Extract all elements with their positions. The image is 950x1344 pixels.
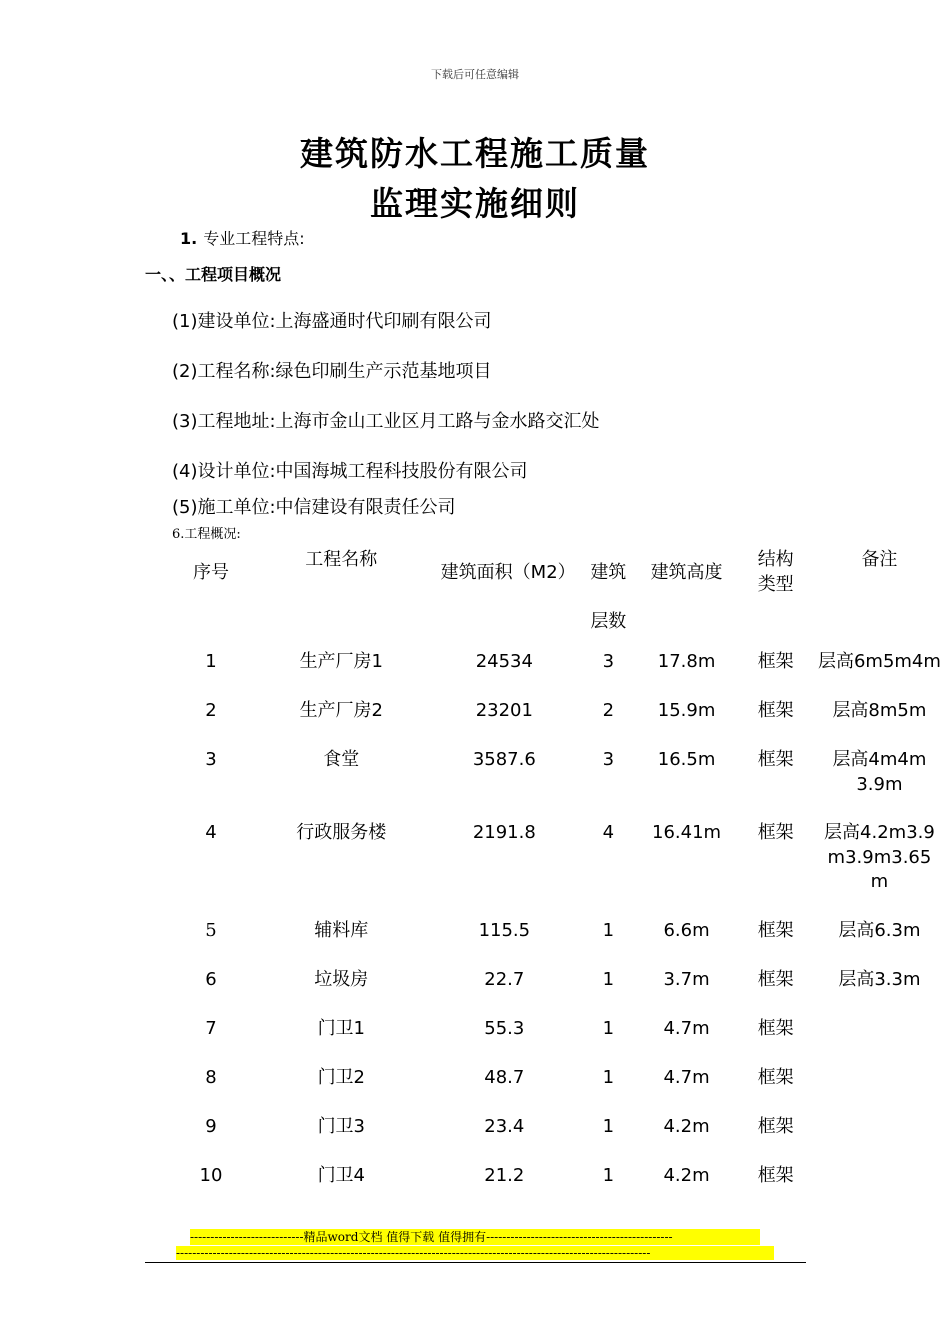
cell-floors: 1 bbox=[602, 1067, 615, 1088]
header-floors: 建筑层数 bbox=[590, 562, 627, 632]
header-height: 建筑高度 bbox=[650, 562, 723, 583]
cell-floors: 1 bbox=[602, 1018, 615, 1039]
cell-remark: 层高4m4m3.9m bbox=[832, 749, 927, 795]
cell-name: 门卫1 bbox=[317, 1018, 366, 1039]
cell-area: 2191.8 bbox=[472, 822, 536, 843]
cell-height: 4.7m bbox=[663, 1067, 710, 1088]
cell-name: 食堂 bbox=[323, 749, 360, 770]
cell-floors: 3 bbox=[602, 651, 615, 672]
cell-structure: 框架 bbox=[757, 822, 794, 843]
cell-height: 15.9m bbox=[657, 700, 716, 721]
header-structure: 结构类型 bbox=[757, 549, 794, 595]
table-row bbox=[162, 1013, 950, 1062]
section-number: 1. bbox=[180, 229, 198, 248]
cell-area: 55.3 bbox=[484, 1018, 525, 1039]
header-remark: 备注 bbox=[861, 549, 898, 570]
cell-floors: 1 bbox=[602, 1165, 615, 1186]
cell-seq: 7 bbox=[205, 1018, 217, 1039]
footer-banner: ----------------------------精品word文档 值得下载 值得拥有---------------------------------------------- bbox=[190, 1229, 760, 1245]
cell-remark: 层高4.2m3.9m3.9m3.65m bbox=[824, 822, 935, 892]
cell-name: 门卫3 bbox=[317, 1116, 366, 1137]
cell-height: 17.8m bbox=[657, 651, 716, 672]
cell-height: 6.6m bbox=[663, 920, 710, 941]
cell-remark bbox=[809, 1111, 950, 1160]
cell-remark: 层高6.3m bbox=[838, 920, 921, 941]
info-contractor: (5)施工单位:中信建设有限责任公司 bbox=[172, 497, 456, 518]
info-designer: (4)设计单位:中国海城工程科技股份有限公司 bbox=[172, 461, 528, 482]
header-note: 下载后可任意编辑 bbox=[431, 68, 519, 81]
cell-structure: 框架 bbox=[757, 920, 794, 941]
cell-height: 16.5m bbox=[657, 749, 716, 770]
cell-name: 门卫2 bbox=[317, 1067, 366, 1088]
cell-seq: 3 bbox=[205, 749, 217, 770]
cell-structure: 框架 bbox=[757, 749, 794, 770]
document-title-line2: 监理实施细则 bbox=[370, 184, 580, 223]
cell-seq: 6 bbox=[205, 969, 217, 990]
cell-area: 24534 bbox=[475, 651, 533, 672]
table-row bbox=[162, 817, 950, 915]
cell-height: 4.7m bbox=[663, 1018, 710, 1039]
header-seq: 序号 bbox=[192, 562, 229, 583]
cell-structure: 框架 bbox=[757, 1067, 794, 1088]
cell-structure: 框架 bbox=[757, 700, 794, 721]
cell-structure: 框架 bbox=[757, 1018, 794, 1039]
cell-structure: 框架 bbox=[757, 651, 794, 672]
info-project-name: (2)工程名称:绿色印刷生产示范基地项目 bbox=[172, 361, 492, 382]
cell-height: 16.41m bbox=[652, 822, 722, 843]
cell-structure: 框架 bbox=[757, 1116, 794, 1137]
table-row bbox=[162, 964, 950, 1013]
cell-remark bbox=[809, 1062, 950, 1111]
project-overview-table bbox=[162, 548, 950, 1209]
cell-floors: 1 bbox=[602, 1116, 615, 1137]
header-area: 建筑面积（M2） bbox=[440, 562, 576, 583]
header-name: 工程名称 bbox=[305, 549, 378, 570]
cell-remark bbox=[809, 1013, 950, 1062]
info-address: (3)工程地址:上海市金山工业区月工路与金水路交汇处 bbox=[172, 411, 600, 432]
cell-seq: 5 bbox=[205, 920, 217, 941]
cell-seq: 4 bbox=[205, 822, 217, 843]
footer-dashes: --------------------------------------------------------------------------------------------------------------------- bbox=[176, 1246, 774, 1260]
cell-area: 21.2 bbox=[484, 1165, 525, 1186]
cell-name: 生产厂房1 bbox=[299, 651, 384, 672]
cell-seq: 2 bbox=[205, 700, 217, 721]
cell-floors: 2 bbox=[602, 700, 615, 721]
cell-area: 23.4 bbox=[484, 1116, 525, 1137]
cell-name: 生产厂房2 bbox=[299, 700, 384, 721]
cell-remark: 层高3.3m bbox=[838, 969, 921, 990]
cell-area: 3587.6 bbox=[472, 749, 536, 770]
cell-name: 行政服务楼 bbox=[296, 822, 387, 843]
cell-seq: 10 bbox=[199, 1165, 223, 1186]
table-row bbox=[162, 744, 950, 817]
cell-area: 23201 bbox=[475, 700, 533, 721]
cell-area: 115.5 bbox=[478, 920, 531, 941]
section-heading-2: 一、、工程项目概况 bbox=[145, 265, 282, 284]
table-row bbox=[162, 1062, 950, 1111]
table-row bbox=[162, 1160, 950, 1209]
section-title: 专业工程特点: bbox=[203, 229, 305, 248]
cell-seq: 8 bbox=[205, 1067, 217, 1088]
cell-name: 垃圾房 bbox=[314, 969, 369, 990]
cell-floors: 1 bbox=[602, 969, 615, 990]
cell-remark: 层高8m5m bbox=[832, 700, 927, 721]
cell-seq: 9 bbox=[205, 1116, 217, 1137]
cell-structure: 框架 bbox=[757, 969, 794, 990]
table-row bbox=[162, 915, 950, 964]
table-row bbox=[162, 646, 950, 695]
cell-remark bbox=[809, 1160, 950, 1209]
cell-area: 48.7 bbox=[484, 1067, 525, 1088]
section-heading-1 bbox=[180, 226, 305, 249]
info-owner: (1)建设单位:上海盛通时代印刷有限公司 bbox=[172, 311, 492, 332]
cell-height: 3.7m bbox=[663, 969, 710, 990]
table-row bbox=[162, 695, 950, 744]
cell-remark: 层高6m5m4m bbox=[817, 651, 941, 672]
cell-floors: 4 bbox=[602, 822, 615, 843]
cell-floors: 3 bbox=[602, 749, 615, 770]
cell-name: 门卫4 bbox=[317, 1165, 366, 1186]
cell-floors: 1 bbox=[602, 920, 615, 941]
cell-height: 4.2m bbox=[663, 1165, 710, 1186]
table-row bbox=[162, 1111, 950, 1160]
cell-height: 4.2m bbox=[663, 1116, 710, 1137]
cell-name: 辅料库 bbox=[314, 920, 369, 941]
overview-label: 6.工程概况: bbox=[172, 527, 241, 542]
table-header-row bbox=[162, 548, 950, 646]
cell-seq: 1 bbox=[205, 651, 217, 672]
cell-structure: 框架 bbox=[757, 1165, 794, 1186]
document-title-line1: 建筑防水工程施工质量 bbox=[300, 134, 650, 173]
footer-rule bbox=[145, 1262, 806, 1263]
cell-area: 22.7 bbox=[484, 969, 525, 990]
